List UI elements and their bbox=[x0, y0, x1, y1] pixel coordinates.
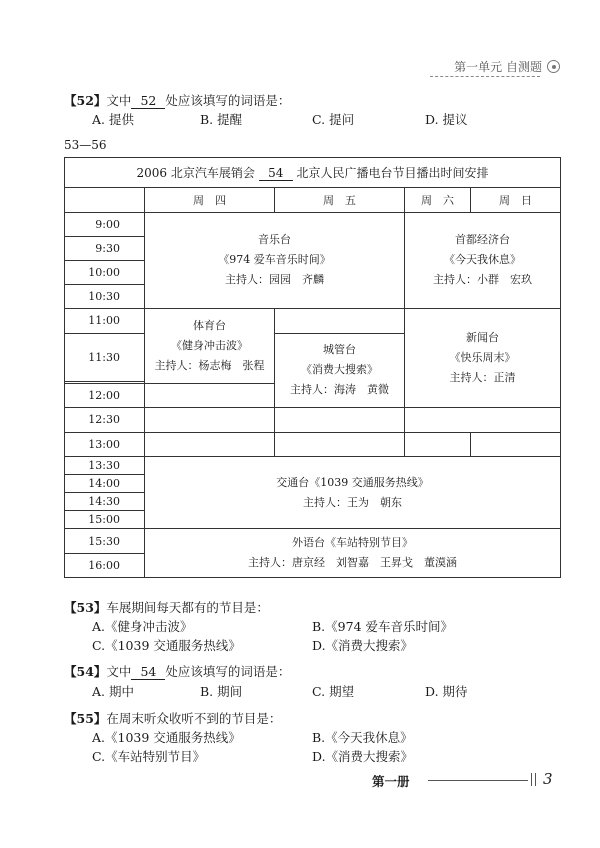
option-a: A. 期中 bbox=[92, 684, 134, 699]
program-host: 主持人：正清 bbox=[449, 371, 516, 385]
book-label: 第一册 bbox=[372, 774, 410, 789]
footer-marker bbox=[531, 773, 536, 786]
option-c: C. 期望 bbox=[312, 684, 355, 699]
program-host: 主持人：园园 齐麟 bbox=[225, 273, 324, 287]
station-name: 外语台《车站特别节目》 bbox=[292, 536, 414, 550]
station-name: 交通台《1039 交通服务热线》 bbox=[276, 475, 429, 489]
day-header: 周 六 bbox=[405, 188, 471, 212]
page-number: 3 bbox=[543, 770, 553, 788]
time-cell: 14:00 bbox=[65, 474, 145, 492]
time-cell: 12:00 bbox=[65, 384, 145, 408]
question-range: 53—56 bbox=[64, 138, 107, 152]
program-name: 《974 爱车音乐时间》 bbox=[218, 253, 331, 267]
option-a: A.《1039 交通服务热线》 bbox=[92, 730, 241, 745]
option-d: D. 期待 bbox=[425, 684, 468, 699]
option-b: B. 提醒 bbox=[200, 112, 243, 127]
program-host: 主持人：海涛 黄微 bbox=[290, 383, 389, 397]
time-cell: 11:00 bbox=[65, 309, 145, 333]
question-53 bbox=[64, 598, 269, 616]
time-cell: 16:00 bbox=[65, 553, 145, 577]
question-number: 【55】 bbox=[64, 711, 107, 726]
day-header: 周 日 bbox=[471, 188, 561, 212]
option-d: D. 提议 bbox=[425, 112, 468, 127]
option-c: C.《1039 交通服务热线》 bbox=[92, 638, 241, 653]
table-title: 2006 北京汽车展销会 54 北京人民广播电台节目播出时间安排 bbox=[65, 158, 561, 188]
time-cell: 12:30 bbox=[65, 408, 145, 432]
section-title: 第一单元 自测题 bbox=[454, 60, 542, 74]
program-city bbox=[275, 333, 405, 408]
program-capital bbox=[405, 212, 561, 309]
option-c: C.《车站特别节目》 bbox=[92, 749, 206, 764]
program-host: 主持人：唐京经 刘智嘉 王昇戈 董漠涵 bbox=[248, 556, 458, 570]
option-c: C. 提问 bbox=[312, 112, 355, 127]
option-a: A. 提供 bbox=[92, 112, 134, 127]
option-a: A.《健身冲击波》 bbox=[92, 619, 193, 634]
answer-blank: 54 bbox=[131, 664, 165, 680]
program-host: 主持人：王为 朝东 bbox=[303, 495, 403, 509]
time-cell: 14:30 bbox=[65, 493, 145, 511]
empty-slot bbox=[471, 432, 561, 456]
time-cell: 11:30 bbox=[65, 333, 145, 381]
station-name: 体育台 bbox=[193, 319, 226, 333]
option-b: B. 期间 bbox=[200, 684, 243, 699]
option-d: D.《消费大搜索》 bbox=[312, 749, 414, 764]
question-number: 【53】 bbox=[64, 600, 107, 615]
corner-cell bbox=[65, 188, 145, 212]
time-cell: 9:00 bbox=[65, 212, 145, 236]
empty-slot bbox=[405, 432, 471, 456]
program-music bbox=[145, 212, 405, 309]
option-d: D.《消费大搜索》 bbox=[312, 638, 414, 653]
schedule-table bbox=[64, 157, 561, 578]
program-name: 《今天我休息》 bbox=[444, 253, 522, 267]
empty-slot bbox=[145, 432, 275, 456]
time-cell: 13:00 bbox=[65, 432, 145, 456]
empty-slot bbox=[275, 309, 405, 333]
station-name: 城管台 bbox=[323, 343, 356, 357]
question-stem: 处应该填写的词语是： bbox=[165, 93, 291, 108]
program-name: 《消费大搜索》 bbox=[301, 363, 378, 377]
empty-slot bbox=[275, 432, 405, 456]
station-name: 首都经济台 bbox=[455, 233, 511, 247]
question-stem: 处应该填写的词语是： bbox=[165, 664, 291, 679]
question-stem: 文中 bbox=[106, 664, 132, 679]
question-52 bbox=[64, 91, 290, 109]
time-cell: 13:30 bbox=[65, 456, 145, 474]
question-stem: 文中 bbox=[106, 93, 132, 108]
footer-divider bbox=[428, 780, 528, 781]
station-name: 音乐台 bbox=[258, 233, 291, 247]
program-news bbox=[405, 309, 561, 408]
empty-slot bbox=[145, 384, 275, 408]
empty-slot bbox=[145, 408, 275, 432]
station-name: 新闻台 bbox=[466, 331, 500, 345]
question-number: 【54】 bbox=[64, 664, 107, 679]
question-number: 【52】 bbox=[64, 93, 107, 108]
program-sports bbox=[145, 309, 275, 384]
day-header: 周 五 bbox=[275, 188, 405, 212]
time-cell: 15:30 bbox=[65, 529, 145, 553]
time-cell: 10:00 bbox=[65, 260, 145, 284]
header-divider bbox=[430, 76, 540, 77]
question-55 bbox=[64, 709, 281, 727]
target-icon bbox=[547, 60, 560, 73]
question-stem: 在周末听众收听不到的节目是： bbox=[106, 711, 282, 726]
question-54 bbox=[64, 662, 290, 680]
program-traffic bbox=[145, 456, 561, 529]
program-host: 主持人：小群 宏玖 bbox=[433, 273, 533, 287]
answer-blank: 54 bbox=[259, 166, 293, 181]
program-name: 《快乐周末》 bbox=[449, 351, 516, 365]
time-cell: 15:00 bbox=[65, 511, 145, 529]
option-b: B.《974 爱车音乐时间》 bbox=[312, 619, 453, 634]
program-name: 《健身冲击波》 bbox=[171, 339, 248, 353]
answer-blank: 52 bbox=[131, 93, 165, 109]
question-stem: 车展期间每天都有的节目是： bbox=[106, 600, 269, 615]
empty-slot bbox=[275, 408, 405, 432]
option-b: B.《今天我休息》 bbox=[312, 730, 413, 745]
day-header: 周 四 bbox=[145, 188, 275, 212]
time-cell: 10:30 bbox=[65, 285, 145, 309]
program-host: 主持人：杨志梅 张程 bbox=[154, 359, 265, 373]
time-cell: 9:30 bbox=[65, 236, 145, 260]
program-foreign bbox=[145, 529, 561, 578]
section-header bbox=[454, 58, 560, 75]
empty-slot bbox=[405, 408, 561, 432]
